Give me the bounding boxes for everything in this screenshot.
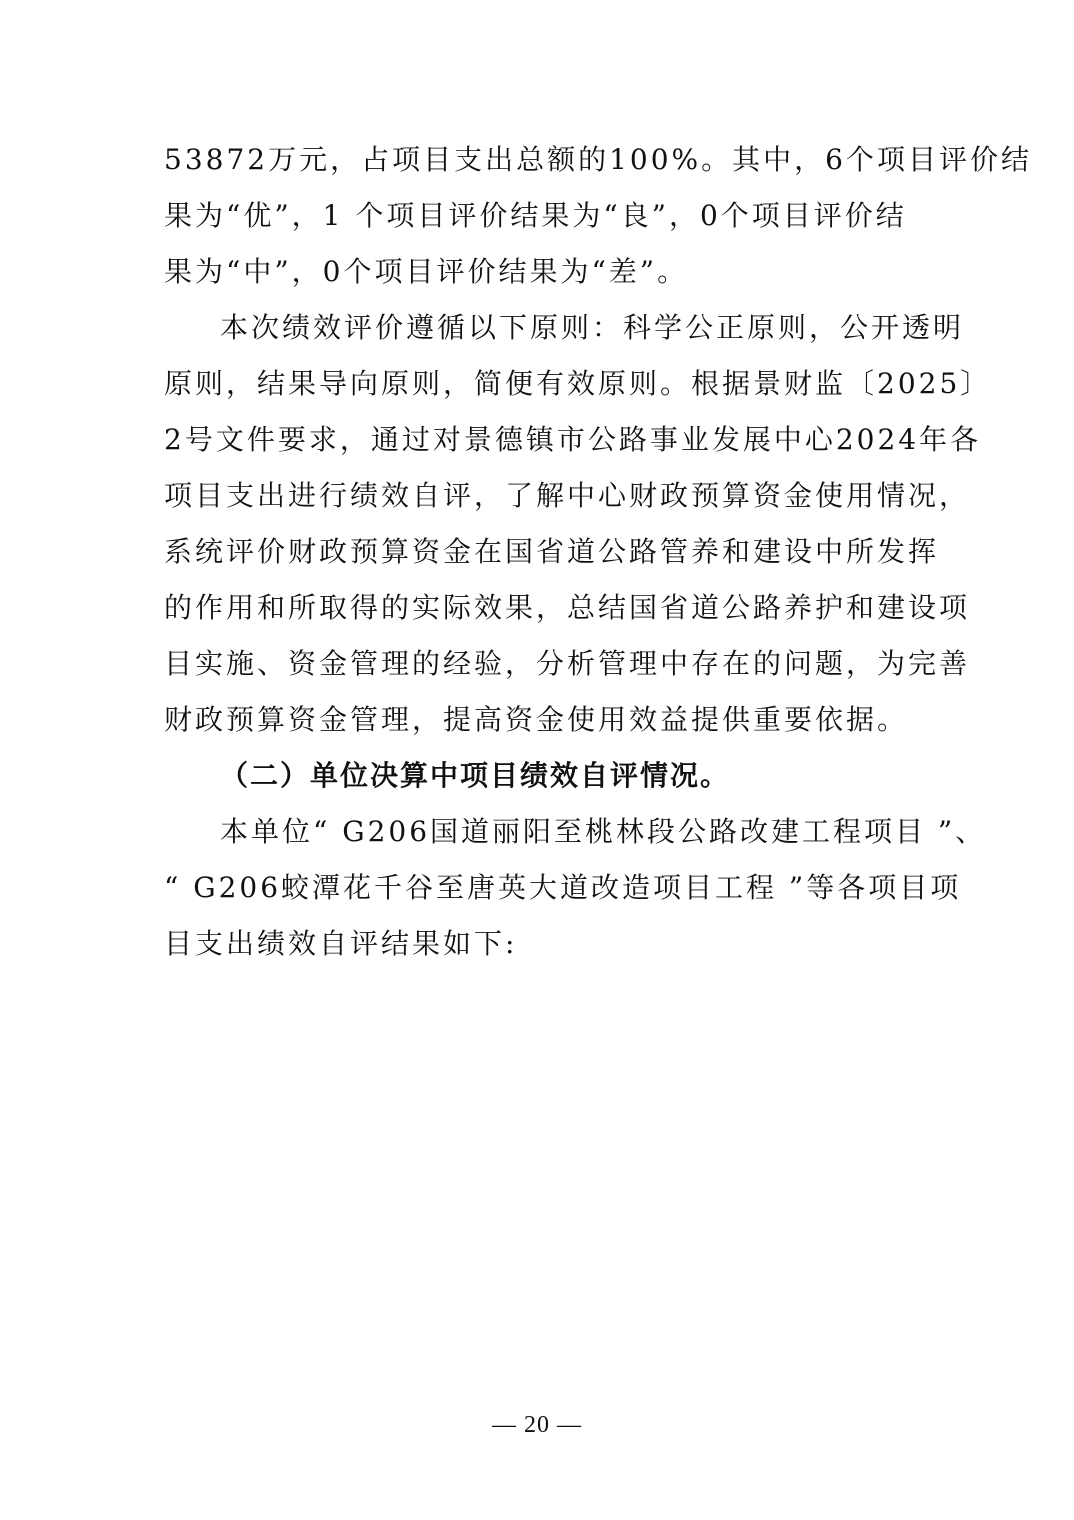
paragraph-line-13: 本单位“ G206国道丽阳至桃林段公路改建工程项目 ”、 [220, 815, 987, 848]
page-number: — 20 — [492, 1412, 582, 1438]
paragraph-line-14: “ G206蛟潭花千谷至唐英大道改造项目工程 ”等各项目项 [164, 871, 962, 904]
paragraph-line-9: 的作用和所取得的实际效果，总结国省道公路养护和建设项 [164, 591, 971, 624]
paragraph-line-3: 果为“中”，0个项目评价结果为“差”。 [164, 255, 689, 288]
paragraph-line-8: 系统评价财政预算资金在国省道公路管养和建设中所发挥 [164, 535, 940, 568]
paragraph-line-6: 2号文件要求，通过对景德镇市公路事业发展中心2024年各 [164, 423, 982, 456]
section-heading: （二）单位决算中项目绩效自评情况。 [220, 759, 731, 792]
paragraph-line-10: 目实施、资金管理的经验，分析管理中存在的问题，为完善 [164, 647, 971, 680]
paragraph-line-4: 本次绩效评价遵循以下原则：科学公正原则，公开透明 [220, 311, 965, 344]
paragraph-line-7: 项目支出进行绩效自评，了解中心财政预算资金使用情况， [164, 479, 971, 512]
paragraph-line-15: 目支出绩效自评结果如下: [164, 927, 518, 960]
paragraph-line-1: 53872万元，占项目支出总额的100%。其中，6个项目评价结 [164, 143, 1032, 176]
paragraph-line-2: 果为“优”，1 个项目评价结果为“良”，0个项目评价结 [164, 199, 907, 232]
paragraph-line-11: 财政预算资金管理，提高资金使用效益提供重要依据。 [164, 703, 909, 736]
paragraph-line-5: 原则，结果导向原则，简便有效原则。根据景财监〔2025〕 [164, 367, 992, 400]
